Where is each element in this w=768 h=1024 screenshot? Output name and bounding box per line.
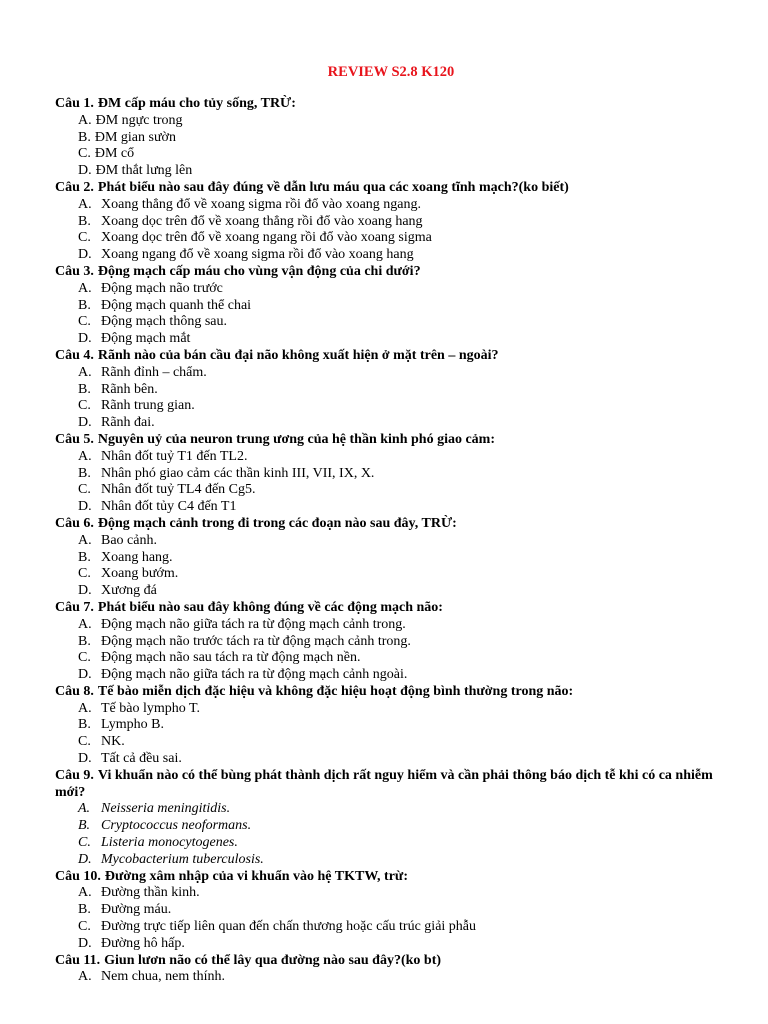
answer-option: [55, 281, 735, 298]
question-prompt: Đường xâm nhập của vi khuẩn vào hệ TKTW, trừ:: [104, 868, 408, 884]
answer-option: [55, 751, 735, 768]
option-list: [55, 885, 735, 952]
option-text: NK.: [101, 734, 125, 750]
option-letter: D.: [78, 247, 92, 263]
option-letter: A.: [78, 969, 92, 985]
question-prompt: Nguyên uỷ của neuron trung ương của hệ thần kinh phó giao cảm:: [97, 431, 495, 447]
option-letter: D.: [78, 163, 92, 179]
answer-option: [55, 734, 735, 751]
question-text: [55, 348, 735, 365]
option-text: ĐM ngực trong: [95, 112, 183, 128]
option-letter: C.: [78, 919, 91, 935]
option-letter: A.: [78, 280, 92, 296]
question-number: Câu 9.: [55, 767, 94, 783]
option-text: Động mạch não trước tách ra từ động mạch cảnh trong.: [101, 633, 411, 649]
question-block: [55, 684, 735, 768]
question-number: Câu 4.: [55, 347, 94, 363]
option-letter: D.: [78, 751, 92, 767]
option-text: Động mạch mắt: [101, 331, 191, 347]
option-text: Đường hô hấp.: [101, 935, 185, 951]
option-list: [55, 449, 735, 516]
answer-option: [55, 835, 735, 852]
answer-option: [55, 130, 735, 147]
option-text: ĐM gian sườn: [94, 129, 176, 145]
option-letter: C.: [78, 566, 91, 582]
question-text: [55, 96, 735, 113]
option-text: Động mạch não giữa tách ra từ động mạch cảnh trong.: [101, 616, 406, 632]
option-text: Nhân đốt tủy C4 đến T1: [101, 499, 237, 515]
answer-option: [55, 885, 735, 902]
answer-option: [55, 365, 735, 382]
option-letter: B.: [78, 129, 91, 145]
option-letter: D.: [78, 935, 92, 951]
question-prompt: Phát biểu nào sau đây không đúng về các động mạch não:: [97, 599, 443, 615]
option-letter: C.: [78, 398, 91, 414]
question-text: [55, 684, 735, 701]
question-prompt: Động mạch cấp máu cho vùng vận động của chi dưới?: [97, 263, 421, 279]
option-list: [55, 533, 735, 600]
option-letter: C.: [78, 314, 91, 330]
answer-option: [55, 566, 735, 583]
answer-option: [55, 818, 735, 835]
option-text: Nhân đốt tuỷ TL4 đến Cg5.: [101, 482, 256, 498]
question-block: [55, 869, 735, 953]
answer-option: [55, 936, 735, 953]
option-letter: B.: [78, 381, 91, 397]
option-letter: B.: [78, 297, 91, 313]
option-letter: A.: [78, 448, 92, 464]
question-block: [55, 264, 735, 348]
question-block: [55, 180, 735, 264]
option-letter: C.: [78, 650, 91, 666]
answer-option: [55, 902, 735, 919]
answer-option: [55, 852, 735, 869]
option-text: Mycobacterium tuberculosis.: [101, 851, 264, 867]
option-text: Xoang ngang đổ về xoang sigma rồi đổ vào xoang hang: [101, 247, 414, 263]
option-list: [55, 969, 735, 986]
answer-option: [55, 113, 735, 130]
option-list: [55, 801, 735, 868]
option-text: Rãnh bên.: [101, 381, 158, 397]
option-letter: B.: [78, 549, 91, 565]
question-number: Câu 11.: [55, 952, 101, 968]
option-letter: D.: [78, 667, 92, 683]
question-number: Câu 6.: [55, 515, 94, 531]
option-list: [55, 617, 735, 684]
option-letter: B.: [78, 633, 91, 649]
question-number: Câu 5.: [55, 431, 94, 447]
option-letter: B.: [78, 717, 91, 733]
question-text: [55, 768, 735, 802]
page-title: REVIEW S2.8 K120: [327, 64, 455, 80]
option-text: Đường thần kinh.: [101, 885, 200, 901]
option-letter: C.: [78, 146, 91, 162]
option-text: Rãnh đỉnh – chẩm.: [101, 364, 207, 380]
option-letter: A.: [78, 616, 92, 632]
option-letter: D.: [78, 583, 92, 599]
option-letter: C.: [78, 482, 91, 498]
option-letter: A.: [78, 196, 92, 212]
answer-option: [55, 298, 735, 315]
question-block: [55, 768, 735, 869]
option-text: Đường máu.: [101, 902, 172, 918]
answer-option: [55, 163, 735, 180]
question-prompt: Rãnh nào của bán cầu đại não không xuất hiện ở mặt trên – ngoài?: [97, 347, 499, 363]
answer-option: [55, 499, 735, 516]
option-letter: D.: [78, 415, 92, 431]
option-text: Xoang dọc trên đổ về xoang thẳng rồi đổ vào xoang hang: [101, 213, 423, 229]
question-block: [55, 348, 735, 432]
option-text: Nhân phó giao cảm các thần kinh III, VII, IX, X.: [101, 465, 375, 481]
question-block: [55, 432, 735, 516]
option-letter: A.: [78, 700, 92, 716]
option-text: Xoang thẳng đổ về xoang sigma rồi đổ vào xoang ngang.: [101, 196, 421, 212]
answer-option: [55, 550, 735, 567]
option-list: [55, 197, 735, 264]
question-text: [55, 953, 735, 970]
option-letter: A.: [78, 532, 92, 548]
option-text: Nhân đốt tuỷ T1 đến TL2.: [101, 448, 248, 464]
question-text: [55, 600, 735, 617]
answer-option: [55, 466, 735, 483]
option-text: Listeria monocytogenes.: [101, 835, 238, 851]
option-letter: D.: [78, 851, 92, 867]
question-number: Câu 8.: [55, 683, 94, 699]
answer-option: [55, 415, 735, 432]
answer-option: [55, 398, 735, 415]
option-text: Động mạch não trước: [101, 280, 223, 296]
option-letter: B.: [78, 465, 91, 481]
answer-option: [55, 449, 735, 466]
answer-option: [55, 197, 735, 214]
answer-option: [55, 583, 735, 600]
option-text: Xoang dọc trên đổ về xoang ngang rồi đổ vào xoang sigma: [101, 230, 432, 246]
option-text: Đường trực tiếp liên quan đến chấn thương hoặc cấu trúc giải phẫu: [101, 919, 477, 935]
option-list: [55, 113, 735, 180]
answer-option: [55, 331, 735, 348]
answer-option: [55, 482, 735, 499]
option-text: Neisseria meningitidis.: [101, 801, 231, 817]
question-number: Câu 10.: [55, 868, 101, 884]
answer-option: [55, 533, 735, 550]
answer-option: [55, 650, 735, 667]
question-number: Câu 3.: [55, 263, 94, 279]
option-text: Xoang bướm.: [101, 566, 179, 582]
answer-option: [55, 919, 735, 936]
answer-option: [55, 617, 735, 634]
answer-option: [55, 717, 735, 734]
option-text: Nem chua, nem thính.: [101, 969, 226, 985]
option-text: Bao cảnh.: [101, 532, 157, 548]
question-block: [55, 953, 735, 987]
question-text: [55, 432, 735, 449]
option-letter: D.: [78, 499, 92, 515]
answer-option: [55, 634, 735, 651]
option-letter: A.: [78, 112, 92, 128]
answer-option: [55, 247, 735, 264]
option-text: Lympho B.: [101, 717, 165, 733]
option-letter: C.: [78, 230, 91, 246]
answer-option: [55, 230, 735, 247]
option-text: Xoang hang.: [101, 549, 173, 565]
question-block: [55, 516, 735, 600]
option-text: Động mạch não sau tách ra từ động mạch nền.: [101, 650, 361, 666]
question-prompt: Tế bào miễn dịch đặc hiệu và không đặc hiệu hoạt động bình thường trong não:: [97, 683, 574, 699]
question-number: Câu 1.: [55, 96, 94, 111]
option-text: Cryptococcus neoformans.: [101, 818, 252, 834]
question-block: [55, 600, 735, 684]
option-letter: C.: [78, 734, 91, 750]
option-letter: C.: [78, 835, 91, 851]
answer-option: [55, 801, 735, 818]
question-text: [55, 264, 735, 281]
option-list: [55, 701, 735, 768]
option-text: Động mạch não giữa tách ra từ động mạch cảnh ngoài.: [101, 667, 408, 683]
option-text: ĐM thắt lưng lên: [95, 163, 193, 179]
option-letter: B.: [78, 213, 91, 229]
option-text: Rãnh đai.: [101, 415, 155, 431]
option-list: [55, 281, 735, 348]
question-block: [55, 96, 735, 180]
question-text: [55, 516, 735, 533]
question-list: [55, 96, 735, 986]
answer-option: [55, 382, 735, 399]
question-text: [55, 869, 735, 886]
option-text: ĐM cổ: [94, 146, 135, 162]
option-letter: B.: [78, 902, 91, 918]
question-prompt: Vi khuẩn nào có thể bùng phát thành dịch rất nguy hiểm và cần phải thông báo dịch tễ khi có ca nhiễm mới?: [55, 767, 713, 800]
answer-option: [55, 146, 735, 163]
answer-option: [55, 314, 735, 331]
answer-option: [55, 667, 735, 684]
question-number: Câu 7.: [55, 599, 94, 615]
question-prompt: Phát biểu nào sau đây đúng về dẫn lưu máu qua các xoang tĩnh mạch?(ko biết): [97, 179, 569, 195]
option-text: Rãnh trung gian.: [101, 398, 195, 414]
question-text: [55, 180, 735, 197]
question-number: Câu 2.: [55, 179, 94, 195]
option-letter: A.: [78, 885, 92, 901]
answer-option: [55, 969, 735, 986]
question-prompt: ĐM cấp máu cho tủy sống, TRỪ:: [97, 96, 296, 111]
option-text: Tất cả đều sai.: [101, 751, 182, 767]
option-letter: A.: [78, 801, 91, 817]
option-text: Tế bào lympho T.: [101, 700, 201, 716]
option-letter: A.: [78, 364, 92, 380]
question-prompt: Giun lươn não có thể lây qua đường nào sau đây?(ko bt): [104, 952, 442, 968]
answer-option: [55, 701, 735, 718]
option-text: Động mạch thông sau.: [101, 314, 227, 330]
answer-option: [55, 214, 735, 231]
option-letter: B.: [78, 818, 91, 834]
option-text: Động mạch quanh thể chai: [101, 297, 252, 313]
option-letter: D.: [78, 331, 92, 347]
question-prompt: Động mạch cảnh trong đi trong các đoạn nào sau đây, TRỪ:: [97, 515, 457, 531]
option-text: Xương đá: [101, 583, 157, 599]
option-list: [55, 365, 735, 432]
